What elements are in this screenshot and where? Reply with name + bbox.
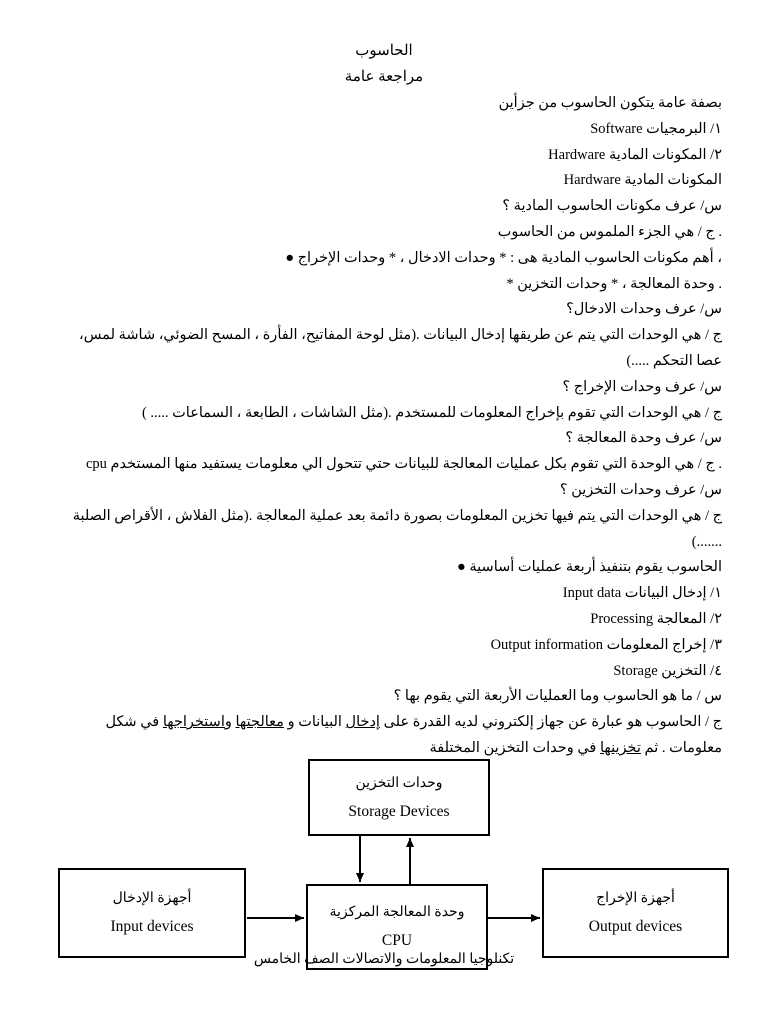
- text-line: . ج / هي الوحدة التي تقوم بكل عمليات المعالجة للبيانات حتي تتحول الي معلومات يستفيد منها المستخدم cpu: [85, 456, 722, 473]
- definition-text: و: [224, 714, 236, 731]
- page-title: الحاسوب: [355, 43, 413, 59]
- page-subtitle: مراجعة عامة: [344, 69, 424, 85]
- text-line: بصفة عامة يتكون الحاسوب من جزأين: [498, 95, 722, 111]
- text-line: ج / هي الوحدات التي يتم فيها تخزين المعلومات بصورة دائمة بعد عملية المعالجة .(مثل الفلاش ، الأقراص الصلبة .......): [72, 507, 722, 550]
- text-line: س/ عرف مكونات الحاسوب المادية ؟: [502, 198, 722, 215]
- text-line: ٢/ المعالجة Processing: [590, 610, 722, 627]
- page-footer: تكنلوجيا المعلومات والاتصالات الصف الخامس: [253, 952, 515, 967]
- definition-keyword: استخراجها: [162, 714, 225, 731]
- text-line: ٣/ إخراج المعلومات Output information: [490, 636, 722, 653]
- text-line: س/ عرف وحدة المعالجة ؟: [565, 430, 722, 447]
- text-line: المكونات المادية Hardware: [563, 172, 722, 189]
- input-devices-box: [58, 868, 246, 958]
- output-devices-label-en: Output devices: [588, 918, 683, 935]
- text-line: ج / هي الوحدات التي تقوم بإخراج المعلومات للمستخدم .(مثل الشاشات ، الطابعة ، السماعات ..... ): [141, 404, 722, 421]
- text-line: . ج / هي الجزء الملموس من الحاسوب: [497, 223, 722, 240]
- definition-text: البيانات و: [283, 714, 346, 731]
- text-line: س / ما هو الحاسوب وما العمليات الأربعة التي يقوم بها ؟: [393, 688, 722, 705]
- definition-text: في وحدات التخزين المختلفة: [429, 739, 600, 756]
- definition-keyword: معالجتها: [235, 714, 284, 731]
- title-block: [0, 38, 768, 90]
- text-line: س/ عرف وحدات التخزين ؟: [559, 481, 722, 498]
- output-devices-label-ar: أجهزة الإخراج: [596, 891, 675, 906]
- definition-text: ج / الحاسوب هو عبارة عن جهاز إلكتروني لديه القدرة على: [379, 714, 722, 731]
- computer-diagram: [0, 740, 768, 1024]
- text-line: . وحدة المعالجة ، * وحدات التخزين *: [506, 275, 722, 292]
- text-line: ، أهم مكونات الحاسوب المادية هى : * وحدات الادخال ، * وحدات الإخراج ●: [285, 249, 722, 266]
- text-line: س/ عرف وحدات الادخال؟: [566, 301, 722, 318]
- cpu-label-en: CPU: [381, 932, 413, 949]
- text-line: ج / هي الوحدات التي يتم عن طريقها إدخال البيانات .(مثل لوحة المفاتيح، الفأرة ، المسح الضوئي، شاشة لمس، عصا التحكم .....): [79, 327, 722, 369]
- text-line: س/ عرف وحدات الإخراج ؟: [562, 378, 722, 395]
- text-line: ١/ إدخال البيانات Input data: [562, 585, 722, 602]
- output-devices-box: [542, 868, 729, 958]
- text-line: ٤/ التخزين Storage: [613, 662, 722, 679]
- text-line: الحاسوب يقوم بتنفيذ أربعة عمليات أساسية ●: [457, 559, 722, 576]
- cpu-label-ar: وحدة المعالجة المركزية: [329, 905, 465, 920]
- storage-devices-label-en: Storage Devices: [348, 802, 450, 820]
- text-line: ١/ البرمجيات Software: [590, 120, 722, 137]
- input-devices-label-en: Input devices: [110, 918, 194, 935]
- definition-keyword: تخزينها: [600, 739, 641, 756]
- storage-devices-box: [308, 759, 490, 836]
- definition-keyword: إدخال: [345, 714, 380, 731]
- storage-devices-label-ar: وحدات التخزين: [355, 775, 443, 791]
- definition-text: في شكل معلومات . ثم: [105, 714, 722, 756]
- body-text: [50, 91, 722, 762]
- input-devices-label-ar: أجهزة الإدخال: [112, 891, 192, 906]
- text-line: ٢/ المكونات المادية Hardware: [548, 146, 722, 163]
